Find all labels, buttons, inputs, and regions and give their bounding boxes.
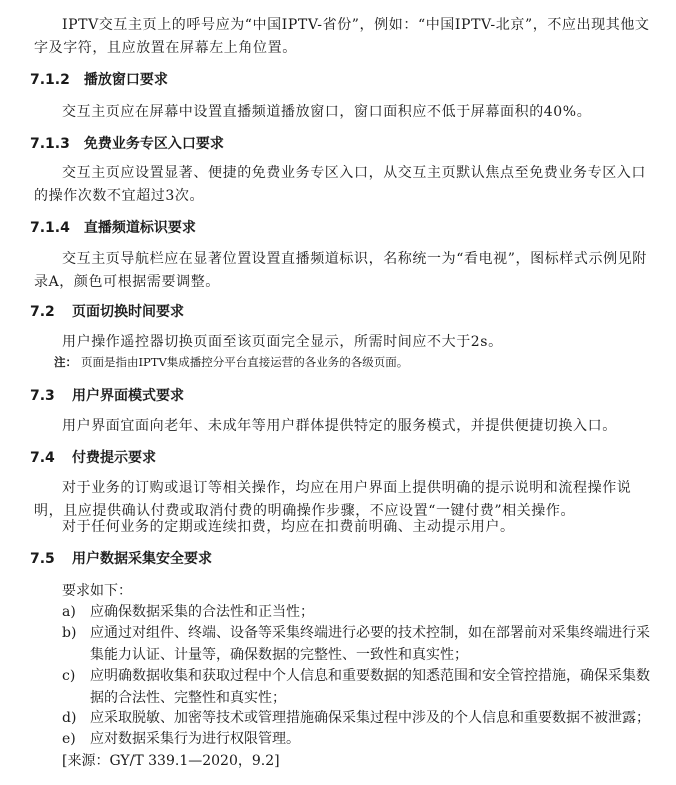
section-number: 7.1.4 bbox=[30, 220, 70, 236]
source-citation: [来源：GY/T 339.1—2020，9.2] bbox=[62, 753, 280, 769]
section-number: 7.4 bbox=[30, 450, 55, 466]
section-body-7-4-second: 对于任何业务的定期或连续扣费，均应在扣费前明确、主动提示用户。 bbox=[62, 519, 515, 535]
list-marker: d) bbox=[62, 710, 77, 726]
section-heading-7-4 bbox=[30, 448, 156, 468]
section-title: 免费业务专区入口要求 bbox=[83, 136, 224, 152]
list-item bbox=[62, 728, 658, 750]
list-item-text: 应明确数据收集和获取过程中个人信息和重要数据的知悉范围和安全管控措施，确保采集数据的合法性、完整性和真实性； bbox=[90, 668, 650, 706]
requirements-intro: 要求如下： bbox=[62, 583, 132, 599]
section-body-7-2: 用户操作遥控器切换页面至该页面完全显示，所需时间应不大于2s。 bbox=[62, 334, 503, 350]
list-item-text: 应采取脱敏、加密等技术或管理措施确保采集过程中涉及的个人信息和重要数据不被泄露； bbox=[90, 710, 650, 726]
list-item-text: 应确保数据采集的合法性和正当性； bbox=[90, 604, 314, 620]
section-heading-7-1-4 bbox=[30, 218, 196, 238]
section-heading-7-1-2 bbox=[30, 70, 168, 90]
list-item bbox=[62, 622, 658, 666]
list-item bbox=[62, 707, 658, 729]
intro-paragraph: IPTV交互主页上的呼号应为“中国IPTV-省份”，例如：“中国IPTV-北京”，不应出现其他文字及字符，且应放置在屏幕左上角位置。 bbox=[34, 17, 650, 56]
section-heading-7-2 bbox=[30, 302, 184, 322]
section-title: 直播频道标识要求 bbox=[83, 220, 196, 236]
note-label: 注： bbox=[54, 355, 77, 369]
section-title: 播放窗口要求 bbox=[83, 72, 168, 88]
section-body-7-4: 对于业务的订购或退订等相关操作，均应在用户界面上提供明确的提示说明和流程操作说明，且应提供确认付费或取消付费的明确操作步骤，不应设置“一键付费”相关操作。 bbox=[34, 480, 632, 519]
list-marker: e) bbox=[62, 731, 76, 747]
section-title: 用户数据采集安全要求 bbox=[72, 551, 212, 567]
note bbox=[54, 354, 408, 370]
note-text: 页面是指由IPTV集成播控分平台直接运营的各业务的各级页面。 bbox=[81, 355, 409, 369]
section-title: 用户界面模式要求 bbox=[72, 388, 184, 404]
section-heading-7-3 bbox=[30, 386, 184, 406]
list-item-text: 应通过对组件、终端、设备等采集终端进行必要的技术控制，如在部署前对采集终端进行采集能力认证、计量等，确保数据的完整性、一致性和真实性； bbox=[90, 625, 650, 663]
section-body-7-1-2: 交互主页应在屏幕中设置直播频道播放窗口，窗口面积应不低于屏幕面积的40%。 bbox=[62, 104, 592, 120]
list-marker: c) bbox=[62, 668, 76, 684]
list-marker: a) bbox=[62, 604, 76, 620]
section-body-7-1-4: 交互主页导航栏应在显著位置设置直播频道标识，名称统一为“看电视”，图标样式示例见附录A，颜色可根据需要调整。 bbox=[34, 251, 647, 290]
section-number: 7.1.3 bbox=[30, 136, 70, 152]
section-title: 页面切换时间要求 bbox=[72, 304, 184, 320]
section-body-7-3: 用户界面宜面向老年、未成年等用户群体提供特定的服务模式，并提供便捷切换入口。 bbox=[62, 418, 617, 434]
section-number: 7.3 bbox=[30, 388, 55, 404]
section-heading-7-5 bbox=[30, 549, 212, 569]
section-heading-7-1-3 bbox=[30, 134, 224, 154]
list-item bbox=[62, 665, 658, 709]
section-number: 7.1.2 bbox=[30, 72, 70, 88]
section-number: 7.5 bbox=[30, 551, 55, 567]
section-body-7-1-3: 交互主页应设置显著、便捷的免费业务专区入口，从交互主页默认焦点至免费业务专区入口的操作次数不宜超过3次。 bbox=[34, 165, 646, 204]
list-marker: b) bbox=[62, 625, 77, 641]
section-title: 付费提示要求 bbox=[72, 450, 156, 466]
section-number: 7.2 bbox=[30, 304, 55, 320]
list-item bbox=[62, 601, 658, 623]
list-item-text: 应对数据采集行为进行权限管理。 bbox=[90, 731, 300, 747]
